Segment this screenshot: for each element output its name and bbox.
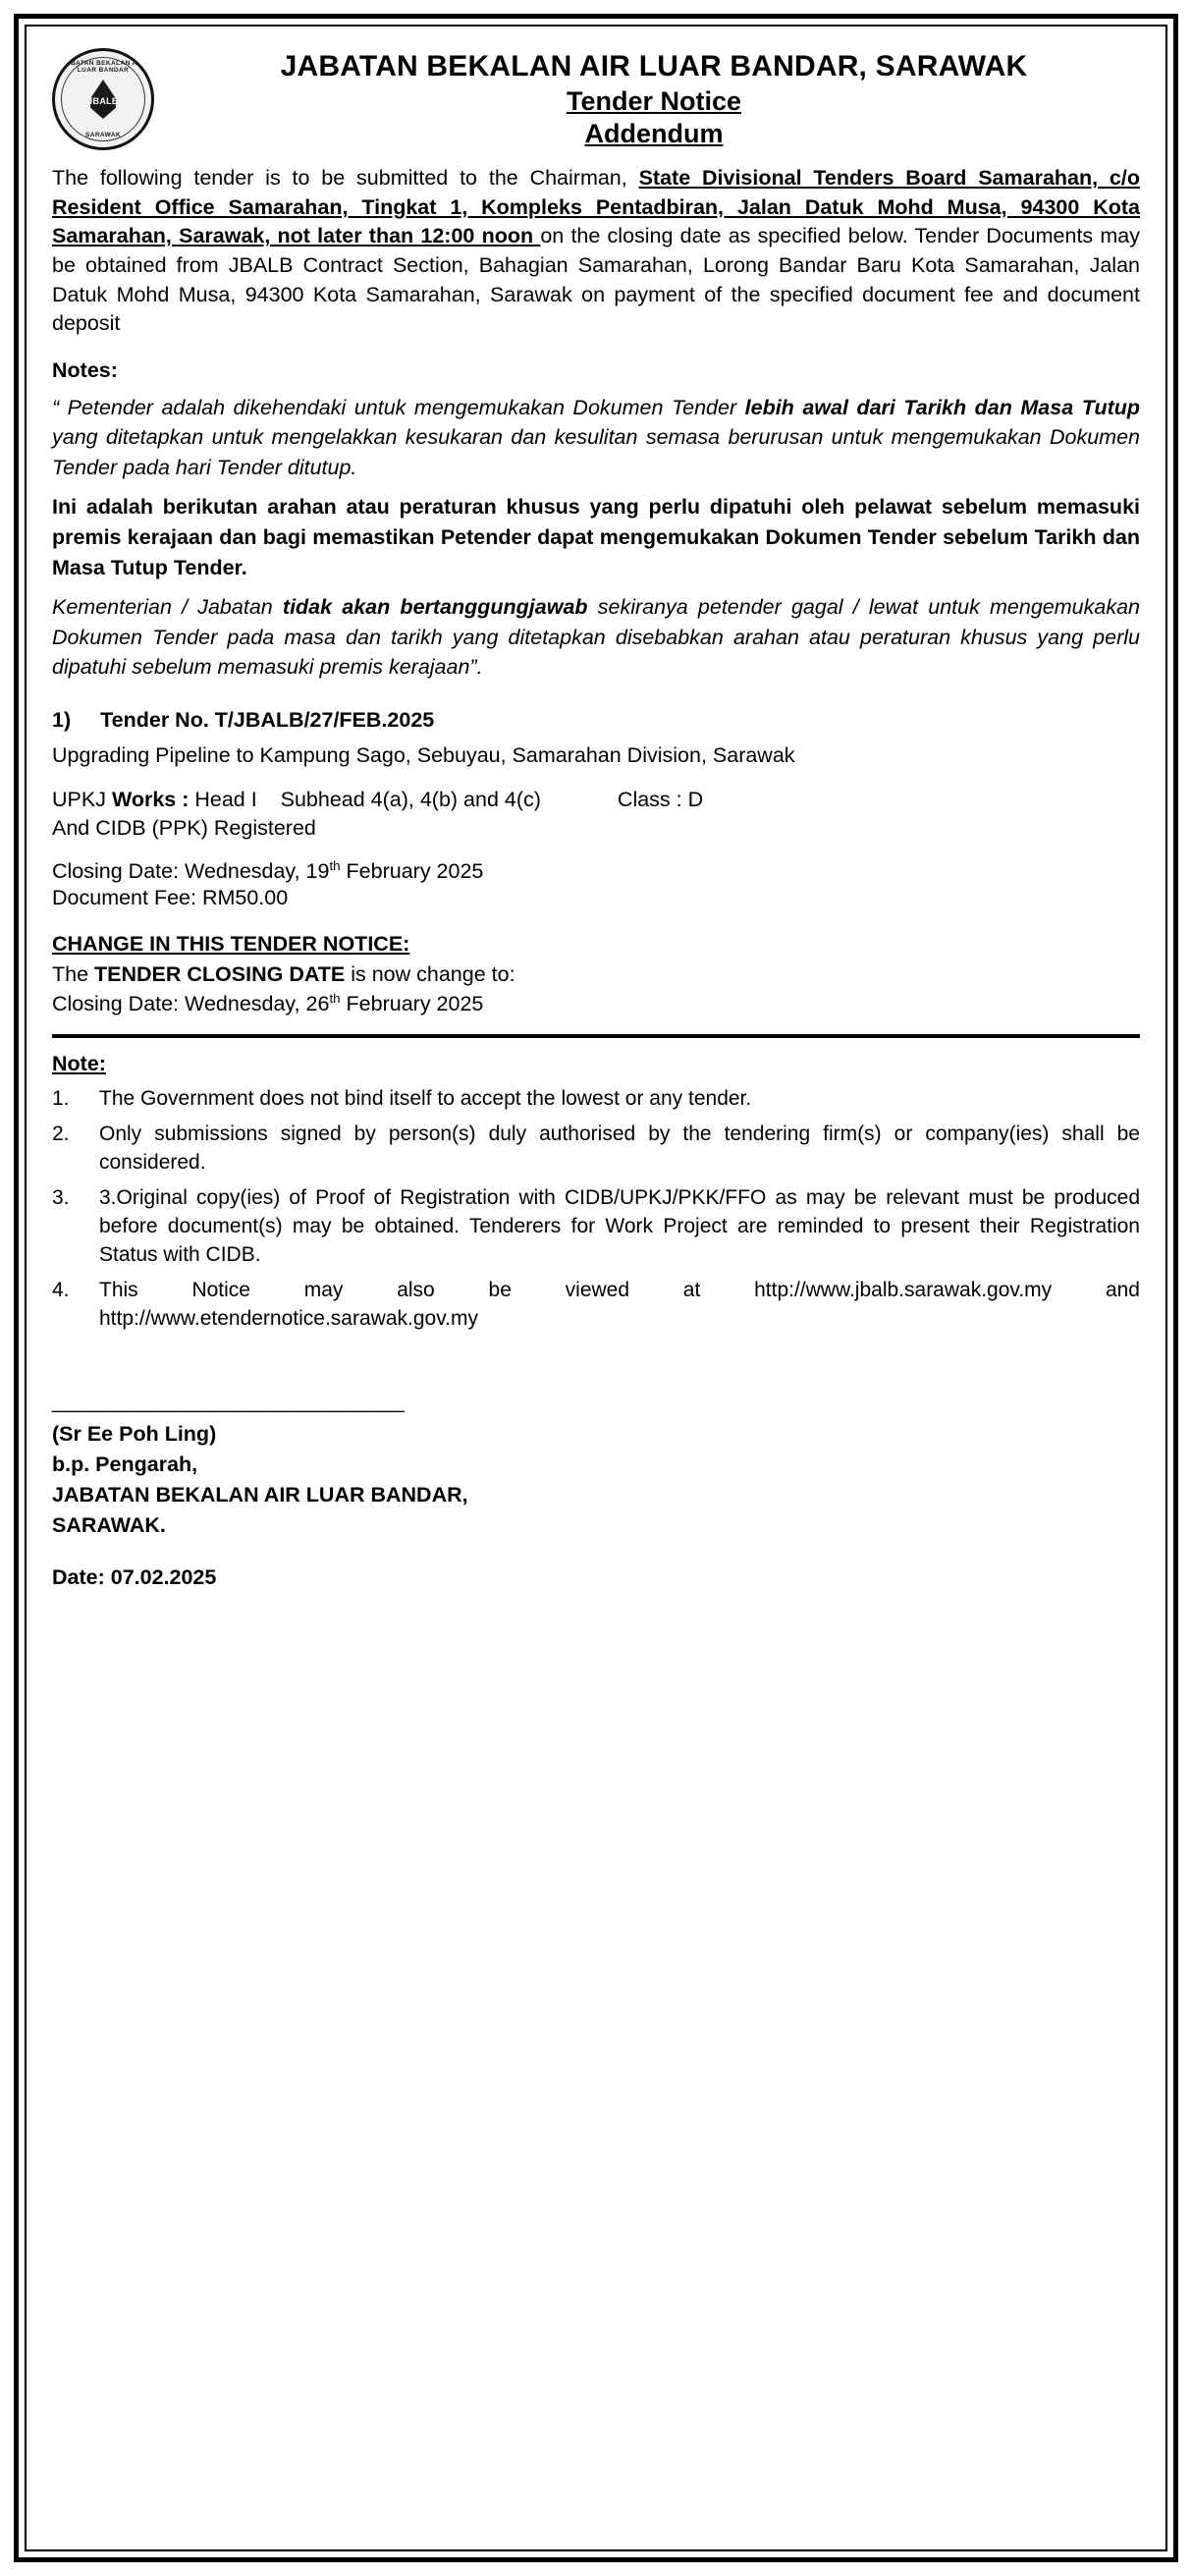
notes-label: Notes: [52,357,118,382]
signature-block [52,1387,1140,1594]
note-item-text: The Government does not bind itself to accept the lowest or any tender. [99,1087,752,1111]
list-item [52,1120,1140,1178]
tender-works-row [52,788,1140,812]
note-section-heading: Note: [52,1052,106,1076]
works-prefix: UPKJ [52,788,112,812]
signatory-role: b.p. Pengarah, [52,1452,198,1476]
document-header [52,48,1140,150]
logo-bottom-arc-text: SARAWAK [84,132,122,138]
page-outer-border [14,14,1178,2562]
tender-closing-date [52,858,1140,884]
note-item-number: 4. [52,1278,70,1301]
header-titles [168,48,1140,149]
new-date-ordinal: th [329,991,341,1007]
signatory-name: (Sr Ee Poh Ling) [52,1421,217,1446]
change-line-a: The [52,962,95,987]
note-p1-emphasis: lebih awal dari Tarikh dan Masa Tutup [744,395,1140,419]
note-paragraph-1 [52,393,1140,483]
note-p3-c: sekiranya petender gagal / lewat untuk mengemukakan Dokumen Tender pada masa dan tarikh yang ditetapkan disebabkan arahan atau peraturan khusus yang perlu dipatuhi sebelum memasuki premis kerajaan”. [52,595,1140,680]
list-item [52,1276,1140,1334]
works-label: Works : [111,788,190,812]
list-item [52,1084,1140,1113]
note-p3-emphasis: tidak akan bertanggungjawab [282,595,588,620]
intro-part2: on the closing date as specified below. Tender Documents may be obtained from JBALB Contract Section, Bahagian Samarahan, Lorong Bandar Baru Kota Samarahan, Jalan Datuk Mohd Musa, 94300 Kota Samarahan, Sarawak on payment of the specified document fee and document deposit [52,224,1140,336]
tender-item-number: 1) [52,707,72,732]
works-value: Head I Subhead 4(a), 4(b) and 4(c) [189,788,541,812]
closing-date-label: Closing Date: Wednesday, 19 [52,859,330,884]
note-p1-a: “ Petender adalah dikehendaki untuk mengemukakan Dokumen Tender [52,395,745,419]
change-line-emphasis: TENDER CLOSING DATE [94,962,346,987]
section-divider [52,1034,1140,1038]
note-p3-a: Kementerian / Jabatan [52,595,283,620]
note-p1-c: yang ditetapkan untuk mengelakkan kesukaran dan kesulitan semasa berurusan untuk mengemukakan Dokumen Tender pada hari Tender ditutup. [52,425,1140,479]
page-subtitle: Tender Notice [566,85,742,116]
note-item-number: 3. [52,1185,70,1209]
change-heading: CHANGE IN THIS TENDER NOTICE: [52,932,410,957]
tender-description: Upgrading Pipeline to Kampung Sago, Sebuyau, Samarahan Division, Sarawak [52,742,795,767]
change-line-c: is now change to: [345,962,515,987]
page-title: JABATAN BEKALAN AIR LUAR BANDAR, SARAWAK [280,50,1028,82]
tender-document-fee: Document Fee: RM50.00 [52,886,289,910]
note-item-number: 2. [52,1122,70,1145]
note-item-text: This Notice may also be viewed at http://www.jbalb.sarawak.gov.my and http://www.etendernotice.sarawak.gov.my [99,1278,1140,1331]
intro-emphasis: State Divisional Tenders Board Samarahan, c/o Resident Office Samarahan, Tingkat 1, Kompleks Pentadbiran, Jalan Datuk Mohd Musa, 94300 Kota Samarahan, Sarawak, not later than 12:00 noon [52,166,1140,248]
closing-date-ordinal: th [329,858,341,874]
intro-paragraph [52,164,1140,339]
note-item-text: 3.Original copy(ies) of Proof of Registration with CIDB/UPKJ/PKK/FFO as may be relevant must be produced before document(s) may be obtained. Tenderers for Work Project are reminded to present their Registration Status with CIDB. [99,1185,1140,1267]
note-item-number: 1. [52,1087,70,1111]
intro-part1: The following tender is to be submitted to the Chairman, [52,166,639,190]
change-new-closing-date [52,991,1140,1016]
list-item [52,1183,1140,1270]
note-paragraph-3 [52,592,1140,683]
page-subtitle-addendum: Addendum [584,118,724,148]
works-class: Class : D [617,788,704,812]
jbalb-logo-icon [52,48,154,150]
tender-item-heading [52,708,1140,733]
signature-rule: ______________________________ [52,1389,405,1413]
note-list [52,1084,1140,1333]
logo-top-arc-text: JABATAN BEKALAN AIR LUAR BANDAR [61,60,145,74]
tender-registration: And CIDB (PPK) Registered [52,816,316,841]
page-inner-border [25,25,1167,2551]
closing-date-rest: February 2025 [340,859,484,884]
new-date-label: Closing Date: Wednesday, 26 [52,992,330,1016]
logo-drop-text: JBALB [87,96,119,106]
signatory-state: SARAWAK. [52,1513,166,1538]
tender-number-label: Tender No. T/JBALB/27/FEB.2025 [100,707,435,732]
note-paragraph-2: Ini adalah berikutan arahan atau peraturan khusus yang perlu dipatuhi oleh pelawat sebelum memasuki premis kerajaan dan bagi memastikan Petender dapat mengemukakan Dokumen Tender sebelum Tarikh dan Masa Tutup Tender. [52,495,1140,579]
note-item-text: Only submissions signed by person(s) duly authorised by the tendering firm(s) or company(ies) shall be considered. [99,1122,1140,1175]
signatory-department: JABATAN BEKALAN AIR LUAR BANDAR, [52,1483,468,1507]
signature-date: Date: 07.02.2025 [52,1565,217,1590]
change-statement [52,962,1140,987]
new-date-rest: February 2025 [340,992,484,1016]
